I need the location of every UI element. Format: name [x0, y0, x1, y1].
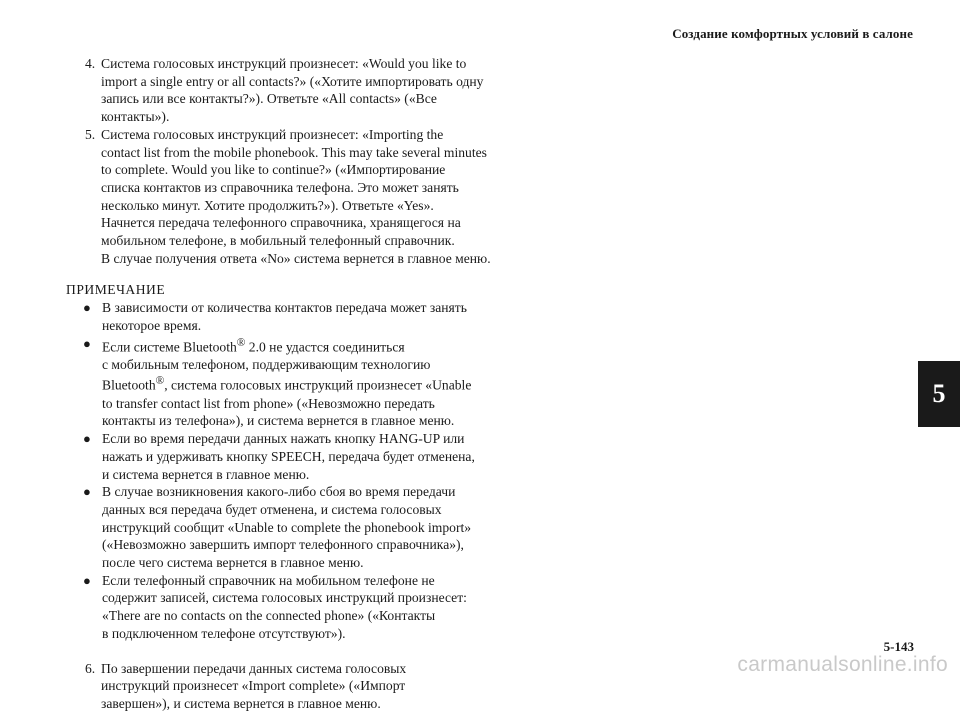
step-number: 5. — [85, 126, 96, 142]
page-content — [66, 55, 491, 713]
note-text: В случае возникновения какого-либо сбоя во время передачи данных вся передача будет отменена, и система голосовых инструкций сообщит «Unable to complete the phonebook import» («Невозможно завершить импорт телефонного справочника»), после чего система вернется в главное меню. — [102, 484, 472, 571]
note-text: Если во время передачи данных нажать кнопку HANG-UP или нажать и удерживать кнопку SPEECH, передача будет отменена, и система вернется в главное меню. — [102, 431, 475, 482]
note-item — [66, 430, 491, 483]
watermark: carmanualsonline.info — [737, 653, 948, 676]
page-number: 5-143 — [883, 639, 914, 654]
step-text: По завершении передачи данных система голосовых инструкций произнесет «Import complete» («Импорт завершен»), и система вернется в главное меню. — [101, 660, 407, 711]
step-text: Система голосовых инструкций произнесет: «Importing the contact list from the mobile phonebook. This may take several minutes to complete. Would you like to continue?» («Импортирование списка контактов из справочника телефона. Это может занять несколько минут. Хотите продолжить?»). Ответьте «Yes». Начнется передача телефонного справочника, хранящегося на мобильном телефоне, в мобильный телефонный справочник. В случае получения ответа «No» система вернется в главное меню. — [101, 126, 491, 266]
step-6 — [66, 660, 491, 713]
note-title: ПРИМЕЧАНИЕ — [66, 282, 166, 298]
note-text: Если телефонный справочник на мобильном телефоне не содержит записей, система голосовых инструкций произнесет: «There are no contacts on the connected phone» («Контакты в подключенном телефоне отсутствуют»). — [102, 572, 467, 641]
section-header: Создание комфортных условий в салоне — [672, 26, 913, 41]
step-number: 6. — [85, 660, 96, 676]
note-text-part: 2.0 не удастся соединиться с мобильным телефоном, поддерживающим технологию Bluetooth — [102, 339, 431, 394]
bullet-icon: ● — [83, 300, 91, 316]
note-text-part: , система голосовых инструкций произнесет «Unable to transfer contact list from phone» («Невозможно передать контакты из телефона»), и система вернется в главное меню. — [102, 378, 472, 429]
note-text-part: Если системе Bluetooth — [102, 339, 237, 355]
step-5 — [66, 126, 491, 268]
note-text — [102, 335, 491, 431]
chapter-tab — [918, 361, 960, 427]
note-item — [66, 299, 491, 334]
step-4 — [66, 55, 491, 126]
note-text: В зависимости от количества контактов передача может занять некоторое время. — [102, 300, 467, 333]
step-text: Система голосовых инструкций произнесет: «Would you like to import a single entry or all contacts?» («Хотите импортировать одну запись или все контакты?»). Ответьте «All contacts» («Все контакты»). — [101, 56, 484, 125]
bullet-icon: ● — [83, 484, 91, 500]
registered-mark: ® — [236, 336, 246, 349]
note-item — [66, 335, 491, 431]
bullet-icon: ● — [83, 335, 91, 351]
chapter-tab-label: 5 — [932, 379, 946, 408]
note-item — [66, 483, 491, 572]
step-number: 4. — [85, 56, 96, 71]
bullet-icon: ● — [83, 572, 91, 588]
registered-mark: ® — [155, 375, 165, 388]
note-item — [66, 572, 491, 643]
bullet-icon: ● — [83, 431, 91, 447]
